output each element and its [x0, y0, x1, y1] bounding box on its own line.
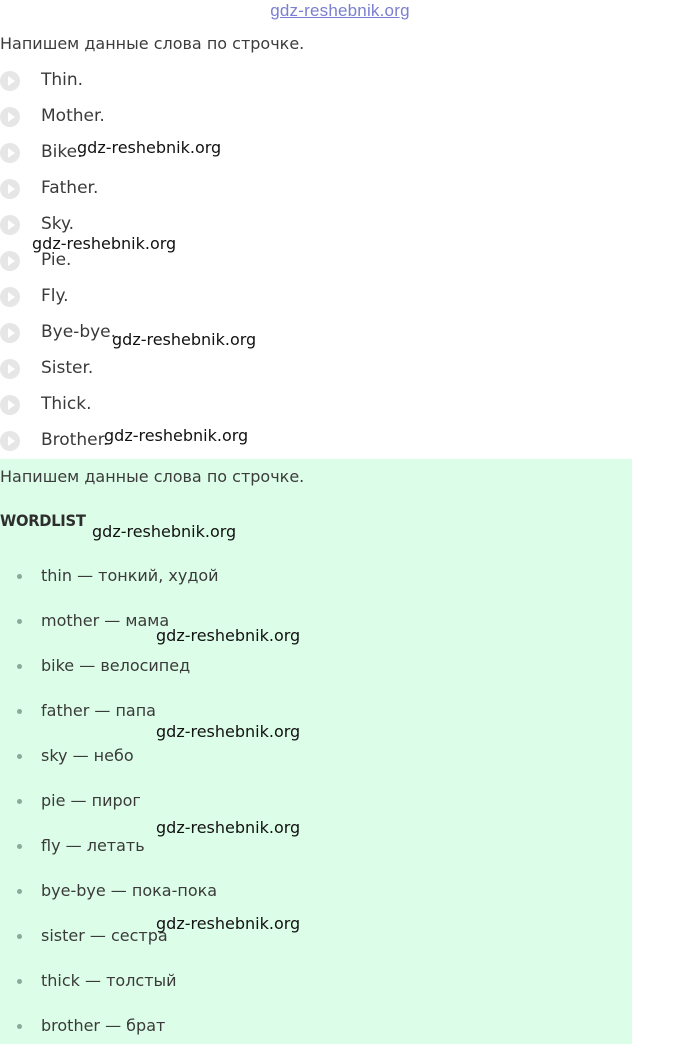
- play-icon[interactable]: [0, 287, 20, 307]
- watermark: gdz-reshebnik.org: [92, 522, 237, 541]
- word-translation: pie — пирог: [41, 791, 141, 810]
- audio-item[interactable]: [0, 422, 640, 458]
- play-icon[interactable]: [0, 251, 20, 271]
- audio-word: Thin.: [41, 70, 84, 90]
- audio-item[interactable]: [0, 62, 640, 98]
- list-item: [0, 599, 632, 644]
- bullet-icon: [17, 754, 22, 759]
- play-icon[interactable]: [0, 107, 20, 127]
- audio-word: Father.: [41, 178, 99, 198]
- word-translation: thin — тонкий, худой: [41, 566, 219, 585]
- word-translation: brother — брат: [41, 1016, 166, 1035]
- watermark: gdz-reshebnik.org: [156, 626, 301, 645]
- bullet-icon: [17, 844, 22, 849]
- list-item: [0, 644, 632, 689]
- bullet-icon: [17, 979, 22, 984]
- play-icon[interactable]: [0, 323, 20, 343]
- bullet-icon: [17, 1024, 22, 1029]
- audio-word: Bike.: [41, 142, 83, 162]
- task-intro: Напишем данные слова по строчке.: [0, 34, 305, 53]
- bullet-icon: [17, 574, 22, 579]
- list-item: [0, 824, 632, 869]
- audio-item[interactable]: [0, 98, 640, 134]
- word-translation: bye-bye — пока-пока: [41, 881, 218, 900]
- bullet-icon: [17, 934, 22, 939]
- audio-word: Thick.: [41, 394, 92, 414]
- audio-word: Pie.: [41, 250, 72, 270]
- audio-word: Mother.: [41, 106, 105, 126]
- audio-word: Fly.: [41, 286, 69, 306]
- watermark: gdz-reshebnik.org: [32, 234, 177, 253]
- answer-block: [0, 459, 632, 1044]
- audio-item[interactable]: [0, 314, 640, 350]
- watermark: gdz-reshebnik.org: [104, 426, 249, 445]
- word-translation: sky — небо: [41, 746, 134, 765]
- audio-item[interactable]: [0, 386, 640, 422]
- play-icon[interactable]: [0, 359, 20, 379]
- play-icon[interactable]: [0, 143, 20, 163]
- play-icon[interactable]: [0, 431, 20, 451]
- audio-word: Sky.: [41, 214, 75, 234]
- bullet-icon: [17, 664, 22, 669]
- audio-item[interactable]: [0, 134, 640, 170]
- answer-intro: Напишем данные слова по строчке.: [0, 467, 305, 486]
- audio-word: Bye-bye.: [41, 322, 117, 342]
- bullet-icon: [17, 889, 22, 894]
- list-item: [0, 869, 632, 914]
- audio-item[interactable]: [0, 170, 640, 206]
- word-list: [0, 554, 632, 1049]
- watermark: gdz-reshebnik.org: [77, 138, 222, 157]
- word-translation: father — папа: [41, 701, 156, 720]
- list-item: [0, 734, 632, 779]
- audio-item[interactable]: [0, 350, 640, 386]
- word-translation: thick — толстый: [41, 971, 177, 990]
- play-icon[interactable]: [0, 395, 20, 415]
- watermark: gdz-reshebnik.org: [112, 330, 257, 349]
- watermark: gdz-reshebnik.org: [156, 722, 301, 741]
- list-item: [0, 554, 632, 599]
- word-translation: mother — мама: [41, 611, 170, 630]
- play-icon[interactable]: [0, 71, 20, 91]
- list-item: [0, 689, 632, 734]
- audio-item[interactable]: [0, 278, 640, 314]
- play-icon[interactable]: [0, 215, 20, 235]
- list-item: [0, 959, 632, 1004]
- bullet-icon: [17, 709, 22, 714]
- watermark: gdz-reshebnik.org: [156, 818, 301, 837]
- word-translation: fly — летать: [41, 836, 145, 855]
- audio-word-list: [0, 62, 640, 458]
- word-translation: sister — сестра: [41, 926, 168, 945]
- bullet-icon: [17, 799, 22, 804]
- audio-word: Sister.: [41, 358, 94, 378]
- audio-item[interactable]: [0, 242, 640, 278]
- bullet-icon: [17, 619, 22, 624]
- word-translation: bike — велосипед: [41, 656, 191, 675]
- audio-word: Brother.: [41, 430, 109, 450]
- list-item: [0, 779, 632, 824]
- wordlist-heading: WORDLIST: [0, 511, 86, 530]
- list-item: [0, 914, 632, 959]
- site-header-link[interactable]: gdz-reshebnik.org: [270, 1, 410, 20]
- list-item: [0, 1004, 632, 1049]
- play-icon[interactable]: [0, 179, 20, 199]
- audio-item[interactable]: [0, 206, 640, 242]
- watermark: gdz-reshebnik.org: [156, 914, 301, 933]
